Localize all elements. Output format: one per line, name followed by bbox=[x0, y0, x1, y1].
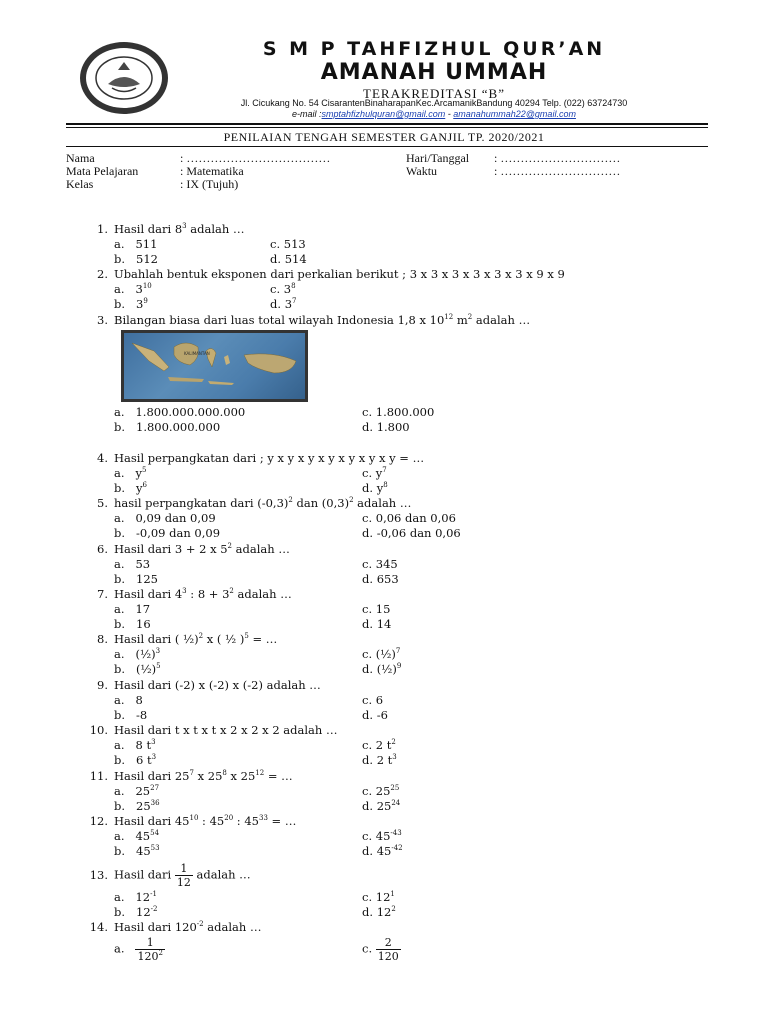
question-5: 5. hasil perpangkatan dari $(-0,3)^2$ dan $(0,3)^2$ adalah … bbox=[97, 496, 412, 510]
exam-title: PENILAIAN TENGAH SEMESTER GANJIL TP. 2020/2021 bbox=[223, 130, 545, 144]
waktu-value: : ………………………… bbox=[494, 164, 621, 178]
q12-option-c[interactable]: c. $45^{-43}$ bbox=[362, 829, 402, 843]
question-9: 9. Hasil dari (-2) x (-2) x (-2) adalah … bbox=[97, 678, 321, 692]
q1-option-b[interactable]: b. 512 bbox=[114, 252, 158, 266]
q6-option-d[interactable]: d. 653 bbox=[362, 572, 399, 586]
q13-option-a[interactable]: a. $12^{-1}$ bbox=[114, 890, 157, 904]
q7-option-b[interactable]: b. 16 bbox=[114, 617, 151, 631]
title-divider bbox=[66, 146, 708, 147]
kelas-value: : IX (Tujuh) bbox=[180, 177, 239, 191]
q5-option-b[interactable]: b. -0,09 dan 0,09 bbox=[114, 526, 221, 540]
q1-option-d[interactable]: d. 514 bbox=[270, 252, 307, 266]
q2-option-b[interactable]: b. $3^9$ bbox=[114, 297, 148, 311]
question-1: 1. Hasil dari $8^3$ adalah … bbox=[97, 222, 245, 236]
q13-option-d[interactable]: d. $12^2$ bbox=[362, 905, 396, 919]
q14-option-c[interactable]: c. $\frac{2}{120}$ bbox=[362, 936, 399, 963]
q4-option-b[interactable]: b. $y^6$ bbox=[114, 481, 147, 495]
q14-a-fraction: $\frac{1}{120^2}$ bbox=[137, 936, 163, 963]
q12-option-a[interactable]: a. $45^{54}$ bbox=[114, 829, 160, 843]
q2-option-d[interactable]: d. $3^7$ bbox=[270, 297, 297, 311]
email-link-2[interactable]: amanahummah22@gmail.com bbox=[453, 109, 576, 119]
q2-option-a[interactable]: a. $3^{10}$ bbox=[114, 282, 152, 296]
mapel-value: : Matematika bbox=[180, 164, 244, 178]
question-12: 12. Hasil dari $45^{10}$ : $45^{20}$ : $45^{33}$ = … bbox=[89, 814, 297, 828]
header-divider bbox=[66, 123, 708, 125]
hari-label: Hari/Tanggal bbox=[406, 151, 470, 165]
q12-option-d[interactable]: d. $45^{-42}$ bbox=[362, 844, 403, 858]
q11-option-d[interactable]: d. $25^{24}$ bbox=[362, 799, 401, 813]
kelas-label: Kelas bbox=[66, 177, 94, 191]
question-2: 2. Ubahlah bentuk eksponen dari perkalian berikut ; 3 x 3 x 3 x 3 x 3 x 3 x 9 x 9 bbox=[97, 267, 565, 281]
q1-option-c[interactable]: c. 513 bbox=[270, 237, 306, 251]
q13-option-c[interactable]: c. $12^1$ bbox=[362, 890, 395, 904]
question-6: 6. Hasil dari 3 + 2 x $5^2$ adalah … bbox=[97, 542, 290, 556]
q9-option-b[interactable]: b. -8 bbox=[114, 708, 148, 722]
school-name-line1: S M P TAHFIZHUL QUR’AN bbox=[262, 38, 606, 60]
question-13: 13. Hasil dari $\frac{1}{12}$ adalah … bbox=[89, 862, 251, 889]
accreditation: TERAKREDITASI “B” bbox=[363, 86, 505, 101]
school-name-line2: AMANAH UMMAH bbox=[320, 60, 548, 85]
svg-text:KALIMANTAN: KALIMANTAN bbox=[184, 351, 210, 356]
q4-option-c[interactable]: c. $y^7$ bbox=[362, 466, 387, 480]
q12-option-b[interactable]: b. $45^{53}$ bbox=[114, 844, 160, 858]
question-3: 3. Bilangan biasa dari luas total wilayah Indonesia 1,8 x $10^{12}$ $m^2$ adalah … bbox=[97, 313, 531, 327]
q8-option-b[interactable]: b. (½)$^5$ bbox=[114, 662, 161, 676]
waktu-label: Waktu bbox=[406, 164, 438, 178]
nama-label: Nama bbox=[66, 151, 95, 165]
school-address: Jl. Cicukang No. 54 CisarantenBinaharapanKec.ArcamanikBandung 40294 Telp. (022) 63724730 bbox=[240, 98, 628, 108]
q9-option-d[interactable]: d. -6 bbox=[362, 708, 388, 722]
q9-option-c[interactable]: c. 6 bbox=[362, 693, 384, 707]
q11-option-b[interactable]: b. $25^{36}$ bbox=[114, 799, 160, 813]
q11-option-a[interactable]: a. $25^{27}$ bbox=[114, 784, 160, 798]
q9-option-a[interactable]: a. 8 bbox=[114, 693, 143, 707]
q14-c-fraction: $\frac{2}{120}$ bbox=[377, 936, 399, 963]
q13-fraction: $\frac{1}{12}$ bbox=[176, 862, 191, 889]
q10-option-b[interactable]: b. 6 $t^3$ bbox=[114, 753, 157, 767]
question-14: 14. Hasil dari $120^{-2}$ adalah … bbox=[89, 920, 262, 934]
question-11: 11. Hasil dari $25^7$ x $25^8$ x $25^{12}$ = … bbox=[89, 769, 293, 783]
q5-option-a[interactable]: a. 0,09 dan 0,09 bbox=[114, 511, 216, 525]
q8-option-a[interactable]: a. (½)$^3$ bbox=[114, 647, 161, 661]
q10-option-a[interactable]: a. 8 $t^3$ bbox=[114, 738, 156, 752]
nama-value: : ……………………………… bbox=[180, 151, 331, 165]
q5-option-c[interactable]: c. 0,06 dan 0,06 bbox=[362, 511, 456, 525]
question-7: 7. Hasil dari $4^3$ : $8 + 3^2$ adalah … bbox=[97, 587, 292, 601]
q6-option-b[interactable]: b. 125 bbox=[114, 572, 158, 586]
question-10: 10. Hasil dari t x t x t x 2 x 2 x 2 adalah … bbox=[89, 723, 338, 737]
mapel-label: Mata Pelajaran bbox=[66, 164, 139, 178]
header-divider-thin bbox=[66, 127, 708, 128]
q10-option-c[interactable]: c. 2 $t^2$ bbox=[362, 738, 396, 752]
q8-option-c[interactable]: c. (½)$^7$ bbox=[362, 647, 401, 661]
q7-option-c[interactable]: c. 15 bbox=[362, 602, 391, 616]
q13-option-b[interactable]: b. $12^{-2}$ bbox=[114, 905, 158, 919]
q3-option-c[interactable]: c. 1.800.000 bbox=[362, 405, 435, 419]
q8-option-d[interactable]: d. (½)$^9$ bbox=[362, 662, 402, 676]
q3-option-a[interactable]: a. 1.800.000.000.000 bbox=[114, 405, 246, 419]
q2-option-c[interactable]: c. $3^8$ bbox=[270, 282, 296, 296]
q5-option-d[interactable]: d. -0,06 dan 0,06 bbox=[362, 526, 461, 540]
q4-option-a[interactable]: a. $y^5$ bbox=[114, 466, 147, 480]
q4-option-d[interactable]: d. $y^8$ bbox=[362, 481, 388, 495]
question-8: 8. Hasil dari ( ½)$^2$ x ( ½ )$^5$ = … bbox=[97, 632, 278, 646]
q6-option-c[interactable]: c. 345 bbox=[362, 557, 398, 571]
email-link-1[interactable]: smptahfizhulquran@gmail.com bbox=[321, 109, 446, 119]
hari-value: : ………………………… bbox=[494, 151, 621, 165]
q11-option-c[interactable]: c. $25^{25}$ bbox=[362, 784, 400, 798]
q3-option-d[interactable]: d. 1.800 bbox=[362, 420, 410, 434]
q1-option-a[interactable]: a. 511 bbox=[114, 237, 158, 251]
q6-option-a[interactable]: a. 53 bbox=[114, 557, 151, 571]
question-4: 4. Hasil perpangkatan dari ; y x y x y x y x y x y x y = … bbox=[97, 451, 425, 465]
school-email: e-mail :smptahfizhulquran@gmail.com - amanahummah22@gmail.com bbox=[292, 109, 576, 119]
q3-option-b[interactable]: b. 1.800.000.000 bbox=[114, 420, 221, 434]
q14-option-a[interactable]: a. $\frac{1}{120^2}$ bbox=[114, 936, 163, 963]
indonesia-map-image bbox=[121, 330, 308, 402]
q7-option-d[interactable]: d. 14 bbox=[362, 617, 392, 631]
q10-option-d[interactable]: d. 2 $t^3$ bbox=[362, 753, 397, 767]
q7-option-a[interactable]: a. 17 bbox=[114, 602, 151, 616]
